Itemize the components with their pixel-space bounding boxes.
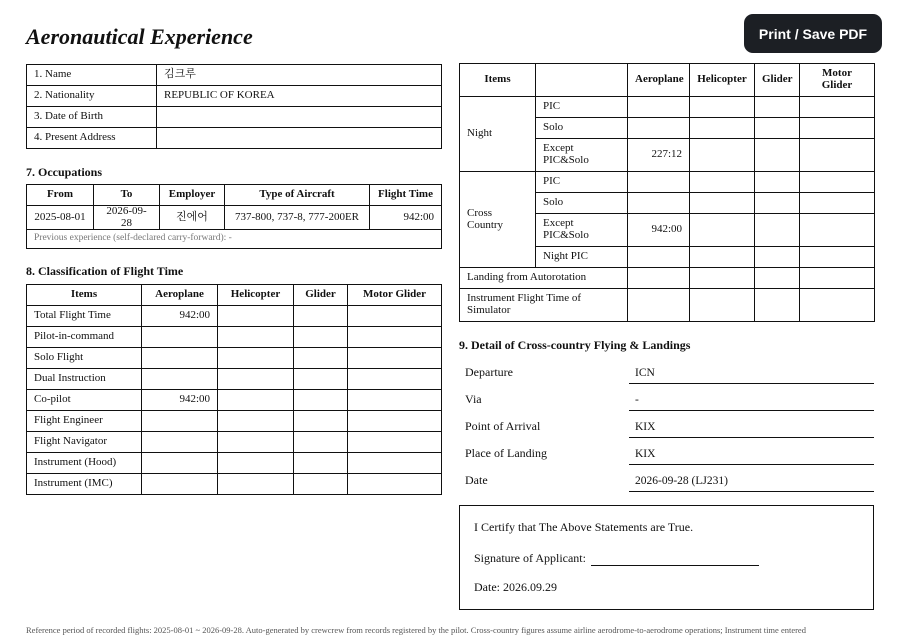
classification-title: 8. Classification of Flight Time <box>26 264 184 278</box>
glider-cell <box>294 390 348 411</box>
row-label: Solo <box>536 193 628 214</box>
table-row <box>27 390 442 411</box>
col-header-to: To <box>94 185 160 206</box>
motor-glider-cell <box>348 327 442 348</box>
aeroplane-cell <box>142 453 218 474</box>
detail-date <box>459 470 874 492</box>
table-header-row <box>460 64 875 97</box>
glider-cell <box>294 453 348 474</box>
row-label: Pilot-in-command <box>27 327 142 348</box>
motor-glider-cell <box>348 306 442 327</box>
motor-glider-cell <box>348 432 442 453</box>
row-label: Flight Navigator <box>27 432 142 453</box>
name-value: 김크루 <box>157 65 442 86</box>
detail-value: ICN <box>629 362 874 384</box>
glider-cell <box>294 411 348 432</box>
occupation-to: 2026-09-28 <box>94 206 160 230</box>
helicopter-cell <box>690 247 755 268</box>
col-header-aeroplane: Aeroplane <box>142 285 218 306</box>
motor-glider-cell <box>800 193 875 214</box>
glider-cell <box>294 474 348 495</box>
date-of-birth-label: 3. Date of Birth <box>27 107 157 128</box>
col-header-items: Items <box>460 64 536 97</box>
col-header-employer: Employer <box>160 185 225 206</box>
motor-glider-cell <box>800 172 875 193</box>
glider-cell <box>294 369 348 390</box>
nationality-value: REPUBLIC OF KOREA <box>157 86 442 107</box>
occupation-aircraft-type: 737-800, 737-8, 777-200ER <box>225 206 370 230</box>
aeroplane-cell <box>628 247 690 268</box>
aeroplane-cell <box>628 172 690 193</box>
instrument-simulator-label: Instrument Flight Time of Simulator <box>460 289 628 322</box>
helicopter-cell <box>218 327 294 348</box>
table-row <box>27 128 442 149</box>
aeroplane-cell <box>142 474 218 495</box>
aeroplane-cell <box>142 348 218 369</box>
certification-date: Date: 2026.09.29 <box>474 580 557 594</box>
previous-experience-note: Previous experience (self-declared carry-forward): - <box>27 230 442 249</box>
table-row <box>460 97 875 118</box>
col-header-type-of-aircraft: Type of Aircraft <box>225 185 370 206</box>
detail-value: 2026-09-28 (LJ231) <box>629 470 874 492</box>
glider-cell <box>755 247 800 268</box>
motor-glider-cell <box>348 390 442 411</box>
aeroplane-cell <box>142 411 218 432</box>
table-header-row <box>27 185 442 206</box>
table-row <box>27 107 442 128</box>
motor-glider-cell <box>800 139 875 172</box>
occupations-table <box>26 184 442 249</box>
helicopter-cell <box>218 390 294 411</box>
glider-cell <box>755 268 800 289</box>
aeroplane-cell: 942:00 <box>628 214 690 247</box>
detail-value: - <box>629 389 874 411</box>
row-label: Except PIC&Solo <box>536 214 628 247</box>
table-row <box>27 86 442 107</box>
motor-glider-cell <box>348 474 442 495</box>
footer-note: Reference period of recorded flights: 2025-08-01 ~ 2026-09-28. Auto-generated by crewcrew from records registered by the pilot. Cross-country figures assume airline aerodrome-to-aerodrome operations; Instrument time entered <box>26 625 806 635</box>
detail-label: Date <box>465 473 488 487</box>
glider-cell <box>755 172 800 193</box>
motor-glider-cell <box>348 369 442 390</box>
occupation-flight-time: 942:00 <box>370 206 442 230</box>
aeroplane-cell: 942:00 <box>142 390 218 411</box>
detail-label: Via <box>465 392 482 406</box>
motor-glider-cell <box>348 348 442 369</box>
print-button-label: Print / Save PDF <box>758 25 868 42</box>
present-address-value <box>157 128 442 149</box>
night-cross-country-table <box>459 63 875 322</box>
name-label: 1. Name <box>27 65 157 86</box>
aeroplane-cell <box>142 327 218 348</box>
motor-glider-cell <box>800 118 875 139</box>
landing-autorotation-label: Landing from Autorotation <box>460 268 628 289</box>
aeroplane-cell <box>628 118 690 139</box>
glider-cell <box>755 289 800 322</box>
table-row <box>27 432 442 453</box>
signature-field <box>591 554 759 566</box>
helicopter-cell <box>690 193 755 214</box>
glider-cell <box>294 306 348 327</box>
glider-cell <box>755 139 800 172</box>
col-header-flight-time: Flight Time <box>370 185 442 206</box>
glider-cell <box>755 97 800 118</box>
row-label: Total Flight Time <box>27 306 142 327</box>
aeroplane-cell <box>628 97 690 118</box>
certification-statement: I Certify that The Above Statements are True. <box>474 520 694 534</box>
col-header-sub-item <box>536 64 628 97</box>
aeroplane-cell <box>628 193 690 214</box>
glider-cell <box>294 348 348 369</box>
glider-cell <box>755 193 800 214</box>
col-header-helicopter: Helicopter <box>218 285 294 306</box>
motor-glider-cell <box>800 268 875 289</box>
table-row <box>27 474 442 495</box>
table-row <box>27 453 442 474</box>
aeroplane-cell: 227:12 <box>628 139 690 172</box>
row-label: Co-pilot <box>27 390 142 411</box>
night-group-label: Night <box>460 97 536 172</box>
aeroplane-cell <box>628 268 690 289</box>
table-row <box>27 369 442 390</box>
motor-glider-cell <box>348 411 442 432</box>
date-of-birth-value <box>157 107 442 128</box>
helicopter-cell <box>218 369 294 390</box>
col-header-helicopter: Helicopter <box>690 64 755 97</box>
cross-country-detail-title: 9. Detail of Cross-country Flying & Landings <box>459 338 691 352</box>
col-header-motor-glider: Motor Glider <box>800 64 875 97</box>
row-label: Instrument (IMC) <box>27 474 142 495</box>
detail-departure <box>459 362 874 384</box>
table-row <box>460 172 875 193</box>
helicopter-cell <box>218 306 294 327</box>
row-label: Except PIC&Solo <box>536 139 628 172</box>
detail-label: Place of Landing <box>465 446 547 460</box>
glider-cell <box>755 118 800 139</box>
row-label: Instrument (Hood) <box>27 453 142 474</box>
aeroplane-cell: 942:00 <box>142 306 218 327</box>
helicopter-cell <box>218 348 294 369</box>
classification-table <box>26 284 442 495</box>
motor-glider-cell <box>800 97 875 118</box>
row-label: Flight Engineer <box>27 411 142 432</box>
page-title: Aeronautical Experience <box>26 24 253 49</box>
detail-place-of-landing <box>459 443 874 465</box>
occupation-employer: 진에어 <box>160 206 225 230</box>
row-label: Dual Instruction <box>27 369 142 390</box>
helicopter-cell <box>690 139 755 172</box>
helicopter-cell <box>690 268 755 289</box>
table-row <box>27 327 442 348</box>
row-label: Solo <box>536 118 628 139</box>
col-header-motor-glider: Motor Glider <box>348 285 442 306</box>
motor-glider-cell <box>800 214 875 247</box>
helicopter-cell <box>218 411 294 432</box>
helicopter-cell <box>690 97 755 118</box>
detail-value: KIX <box>629 416 874 438</box>
glider-cell <box>294 327 348 348</box>
col-header-from: From <box>27 185 94 206</box>
table-row <box>27 65 442 86</box>
helicopter-cell <box>690 214 755 247</box>
helicopter-cell <box>218 474 294 495</box>
helicopter-cell <box>690 118 755 139</box>
helicopter-cell <box>218 453 294 474</box>
present-address-label: 4. Present Address <box>27 128 157 149</box>
glider-cell <box>755 214 800 247</box>
aeroplane-cell <box>142 369 218 390</box>
table-row <box>27 230 442 249</box>
motor-glider-cell <box>800 289 875 322</box>
personal-info-table <box>26 64 442 149</box>
cross-country-group-label: Cross Country <box>460 172 536 268</box>
helicopter-cell <box>218 432 294 453</box>
table-header-row <box>27 285 442 306</box>
table-row <box>27 411 442 432</box>
row-label: PIC <box>536 97 628 118</box>
detail-label: Departure <box>465 365 513 379</box>
row-label: Solo Flight <box>27 348 142 369</box>
table-row <box>460 289 875 322</box>
motor-glider-cell <box>800 247 875 268</box>
print-save-pdf-button[interactable] <box>744 14 882 53</box>
detail-value: KIX <box>629 443 874 465</box>
certification-box <box>459 505 874 610</box>
col-header-items: Items <box>27 285 142 306</box>
helicopter-cell <box>690 289 755 322</box>
table-row <box>27 206 442 230</box>
detail-point-of-arrival <box>459 416 874 438</box>
aeroplane-cell <box>142 432 218 453</box>
signature-label: Signature of Applicant: <box>474 551 586 565</box>
aeroplane-cell <box>628 289 690 322</box>
col-header-aeroplane: Aeroplane <box>628 64 690 97</box>
detail-label: Point of Arrival <box>465 419 541 433</box>
helicopter-cell <box>690 172 755 193</box>
col-header-glider: Glider <box>294 285 348 306</box>
glider-cell <box>294 432 348 453</box>
table-row <box>460 268 875 289</box>
detail-via <box>459 389 874 411</box>
signature-line <box>474 551 759 566</box>
col-header-glider: Glider <box>755 64 800 97</box>
row-label: PIC <box>536 172 628 193</box>
occupation-from: 2025-08-01 <box>27 206 94 230</box>
row-label: Night PIC <box>536 247 628 268</box>
table-row <box>27 306 442 327</box>
nationality-label: 2. Nationality <box>27 86 157 107</box>
motor-glider-cell <box>348 453 442 474</box>
occupations-title: 7. Occupations <box>26 165 103 179</box>
table-row <box>27 348 442 369</box>
